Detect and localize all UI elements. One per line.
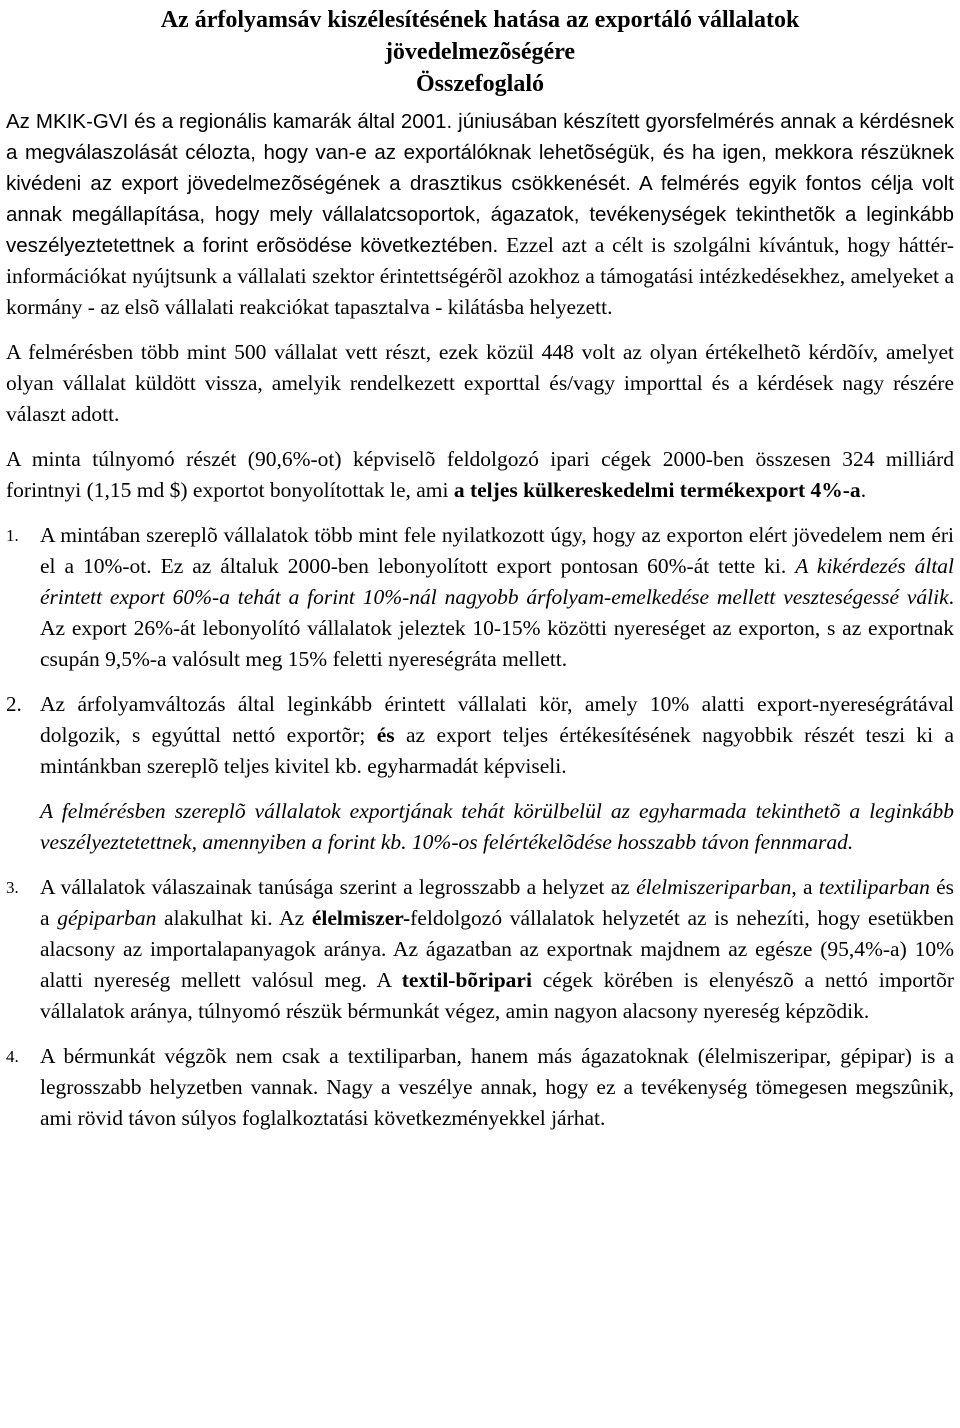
- share-text-bold: a teljes külkereskedelmi termékexport 4%-a: [453, 478, 861, 502]
- item2-italic-paragraph: [6, 796, 954, 858]
- item3-food-bold: élelmiszer-: [311, 906, 411, 930]
- item3-food-industry: élelmiszeriparban: [636, 875, 792, 899]
- intro-text-a: Az MKIK-GVI és a regionális kamarák által 2001. júniusában készített gyorsfelmérés annak a kérdésnek a megválaszolását célozta, hogy van-e az exportálóknak lehetõségük, és ha igen, mekkora részüknek kivédeni az export jövedelmezõségének a drasztikus csökkenését.: [6, 110, 954, 195]
- list-item-2: [6, 689, 954, 782]
- share-text-c: .: [860, 478, 867, 502]
- sample-paragraph: A felmérésben több mint 500 vállalat vett részt, ezek közül 448 volt az olyan értékelhetõ kérdõív, amelyet olyan vállalat küldött vissza, amelyik rendelkezett exporttal és/vagy importtal és a kérdések nagy részére választ adott.: [6, 340, 954, 426]
- document-title: [6, 4, 954, 100]
- item2-text-c: az export teljes értékesítésének nagyobbik részét teszi ki a mintánkban szereplõ teljes kivitel kb. egyharmadát képviseli.: [40, 723, 954, 778]
- list-number-2: 2.: [6, 692, 22, 716]
- item2-italic-text: A felmérésben szereplõ vállalatok exportjának tehát körülbelül az egyharmada tekinthetõ a leginkább veszélyeztetettnek, amennyiben a forint kb. 10%-os felértékelõdése hosszabb távon fennmarad.: [40, 799, 954, 854]
- title-line-3: Összefoglaló: [416, 71, 544, 97]
- sample-share-paragraph: [6, 444, 954, 506]
- item1-text-c: . Az export 26%-át lebonyolító vállalatok jeleztek 10-15% közötti nyereséget az exporton, s az exportnak csupán 9,5%-a valósult meg 15% feletti nyereségráta mellett.: [40, 585, 954, 671]
- document-page: [0, 4, 960, 1134]
- item3-text-e: és a: [40, 875, 954, 930]
- list-item-4: [6, 1041, 954, 1134]
- item3-text-c: , a: [791, 875, 819, 899]
- title-line-1: Az árfolyamsáv kiszélesítésének hatása az exportáló vállalatok: [160, 7, 800, 33]
- item2-text-a: Az árfolyamváltozás által leginkább érintett vállalati kör, amely 10% alatti export-nyereségrátával dolgozik, s egyúttal nettó exportõr;: [40, 692, 954, 747]
- intro-text-c: Ezzel azt a célt is szolgálni kívántuk, hogy háttér-információkat nyújtsunk a vállalati szektor érintettségérõl azokhoz a támogatási intézkedésekhez, amelyeket a kormány - az elsõ vállalati reakciókat tapasztalva - kilátásba helyezett.: [6, 233, 955, 319]
- list-item-1: [6, 520, 954, 675]
- item2-text-bold: és: [376, 723, 395, 747]
- item3-text-i: feldolgozó vállalatok helyzetét az is nehezíti, hogy esetükben alacsony az importalapanyagok aránya. Az ágazatban az exportnak majdnem az egésze (95,4%-a) 10% alatti nyereség mellett valósul meg. A: [40, 906, 955, 992]
- item1-text-italic: A kikérdezés által érintett export 60%-a tehát a forint 10%-nál nagyobb árfolyam-emelkedése mellett veszteségessé válik: [40, 554, 955, 609]
- item3-text-a: A vállalatok válaszainak tanúsága szerint a legrosszabb a helyzet az: [40, 875, 637, 899]
- intro-paragraph: [6, 106, 954, 323]
- item3-text-k: cégek körében is elenyészõ a nettó importõr vállalatok aránya, túlnyomó részük bérmunkát végez, amin nagyon alacsony nyereség képzõdik.: [40, 968, 954, 1023]
- share-text-a: A minta túlnyomó részét (90,6%-ot) képviselõ feldolgozó ipari cégek 2000-ben összesen 324 milliárd forintnyi (1,15 md $) exportot bonyolítottak le, ami: [6, 447, 954, 502]
- item3-text-g: alakulhat ki. Az: [156, 906, 312, 930]
- item4-text: A bérmunkát végzõk nem csak a textiliparban, hanem más ágazatoknak (élelmiszeripar, gépipar) is a legrosszabb helyzetben vannak. Nagy a veszélye annak, hogy ez a tevékenység tömegesen megszûnik, ami rövid távon súlyos foglalkoztatási következményekkel járhat.: [40, 1044, 954, 1130]
- item3-machine-industry: gépiparban: [57, 906, 157, 930]
- list-number-3: 3.: [6, 878, 19, 897]
- item3-textile-bold: textil-bõripari: [401, 968, 532, 992]
- list-number-4: 4.: [6, 1047, 19, 1066]
- list-number-1: 1.: [6, 526, 19, 545]
- item1-text-a: A mintában szereplõ vállalatok több mint fele nyilatkozott úgy, hogy az exporton elért jövedelem nem éri el a 10%-ot. Ez az általuk 2000-ben lebonyolított export pontosan 60%-át tette ki.: [40, 523, 954, 578]
- item3-textile-industry: textiliparban: [818, 875, 930, 899]
- intro-text-b: A felmérés egyik fontos célja volt annak megállapítása, hogy mely vállalatcsoportok, ágazatok, tevékenységek tekinthetõk a leginkább veszélyeztetettnek a forint erõsödése következtében.: [6, 172, 954, 257]
- list-item-3: [6, 872, 954, 1027]
- title-line-2: jövedelmezõségére: [384, 39, 576, 65]
